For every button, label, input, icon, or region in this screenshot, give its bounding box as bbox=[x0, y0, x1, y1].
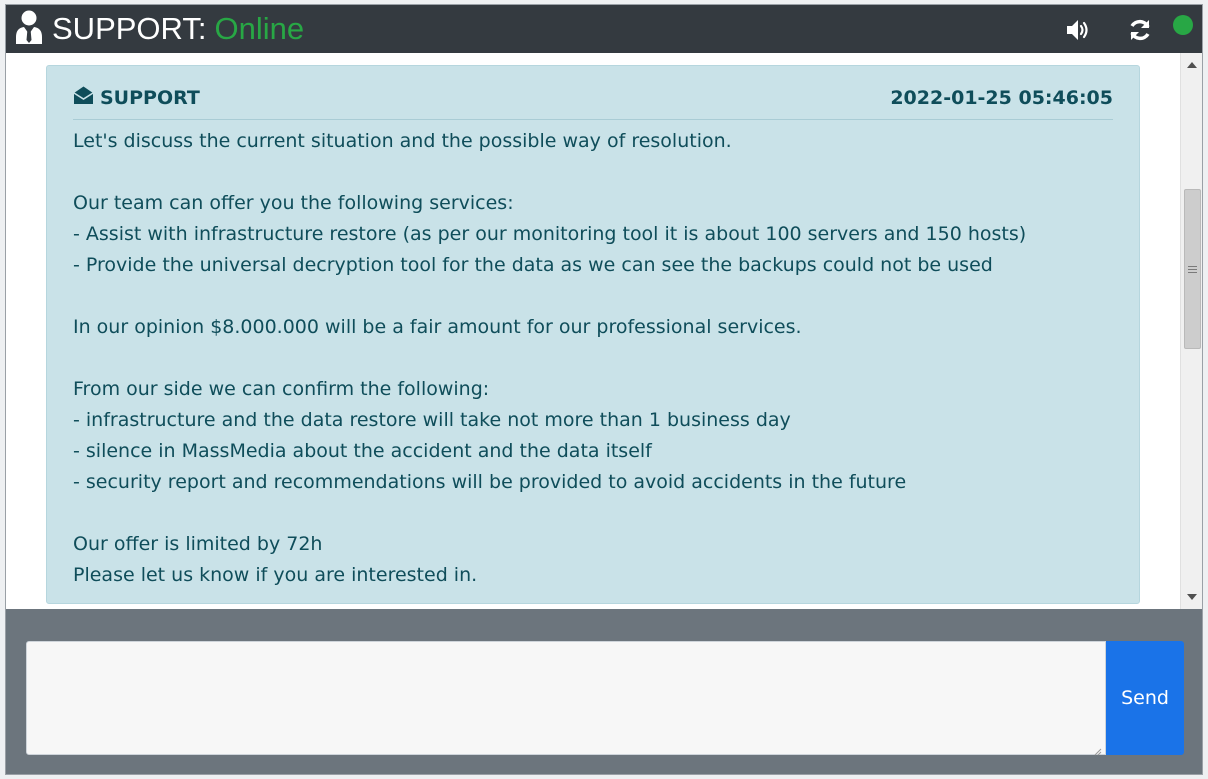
brand bbox=[14, 9, 304, 49]
message-line: - security report and recommendations will be provided to avoid accidents in the future bbox=[73, 471, 907, 493]
scroll-up-arrow-icon[interactable] bbox=[1181, 55, 1202, 75]
message-line: Our team can offer you the following services: bbox=[73, 192, 514, 214]
composer bbox=[26, 641, 1184, 755]
message-line: - silence in MassMedia about the accident and the data itself bbox=[73, 440, 652, 462]
message-line: - Assist with infrastructure restore (as per our monitoring tool it is about 100 servers and 150 hosts) bbox=[73, 223, 1027, 245]
message-line: Let's discuss the current situation and the possible way of resolution. bbox=[73, 130, 732, 152]
message-header bbox=[73, 66, 1113, 120]
message-line: In our opinion $8.000.000 will be a fair amount for our professional services. bbox=[73, 316, 802, 338]
message-line: From our side we can confirm the following: bbox=[73, 378, 490, 400]
chat-scrollbar[interactable] bbox=[1180, 53, 1202, 609]
message-line bbox=[73, 343, 1113, 374]
send-button[interactable]: Send bbox=[1106, 641, 1184, 755]
user-tie-icon bbox=[14, 10, 44, 48]
refresh-icon[interactable] bbox=[1127, 17, 1153, 43]
volume-icon[interactable] bbox=[1065, 17, 1091, 43]
resize-grip-icon[interactable] bbox=[1092, 741, 1102, 751]
online-status: Online bbox=[214, 11, 305, 46]
message-line bbox=[73, 281, 1113, 312]
message-line: - Provide the universal decryption tool for the data as we can see the backups could not be used bbox=[73, 254, 993, 276]
sender-name: SUPPORT bbox=[100, 86, 200, 109]
message-line bbox=[73, 498, 1113, 529]
envelope-open-icon bbox=[73, 85, 100, 111]
message-timestamp: 2022-01-25 05:46:05 bbox=[890, 86, 1113, 109]
online-dot-icon bbox=[1173, 15, 1193, 35]
support-message bbox=[46, 65, 1140, 604]
chat-history[interactable] bbox=[6, 53, 1202, 609]
message-input[interactable] bbox=[26, 641, 1106, 755]
scroll-thumb[interactable] bbox=[1184, 189, 1201, 349]
message-line: Our offer is limited by 72h bbox=[73, 533, 323, 555]
header-bar bbox=[6, 5, 1202, 53]
message-body bbox=[73, 120, 1113, 591]
message-line bbox=[73, 157, 1113, 188]
chat-window bbox=[5, 4, 1203, 775]
header-title: SUPPORT: bbox=[52, 11, 207, 46]
message-line: Please let us know if you are interested in. bbox=[73, 564, 478, 586]
message-line: - infrastructure and the data restore will take not more than 1 business day bbox=[73, 409, 791, 431]
message-sender bbox=[73, 85, 200, 111]
scroll-down-arrow-icon[interactable] bbox=[1181, 587, 1202, 607]
